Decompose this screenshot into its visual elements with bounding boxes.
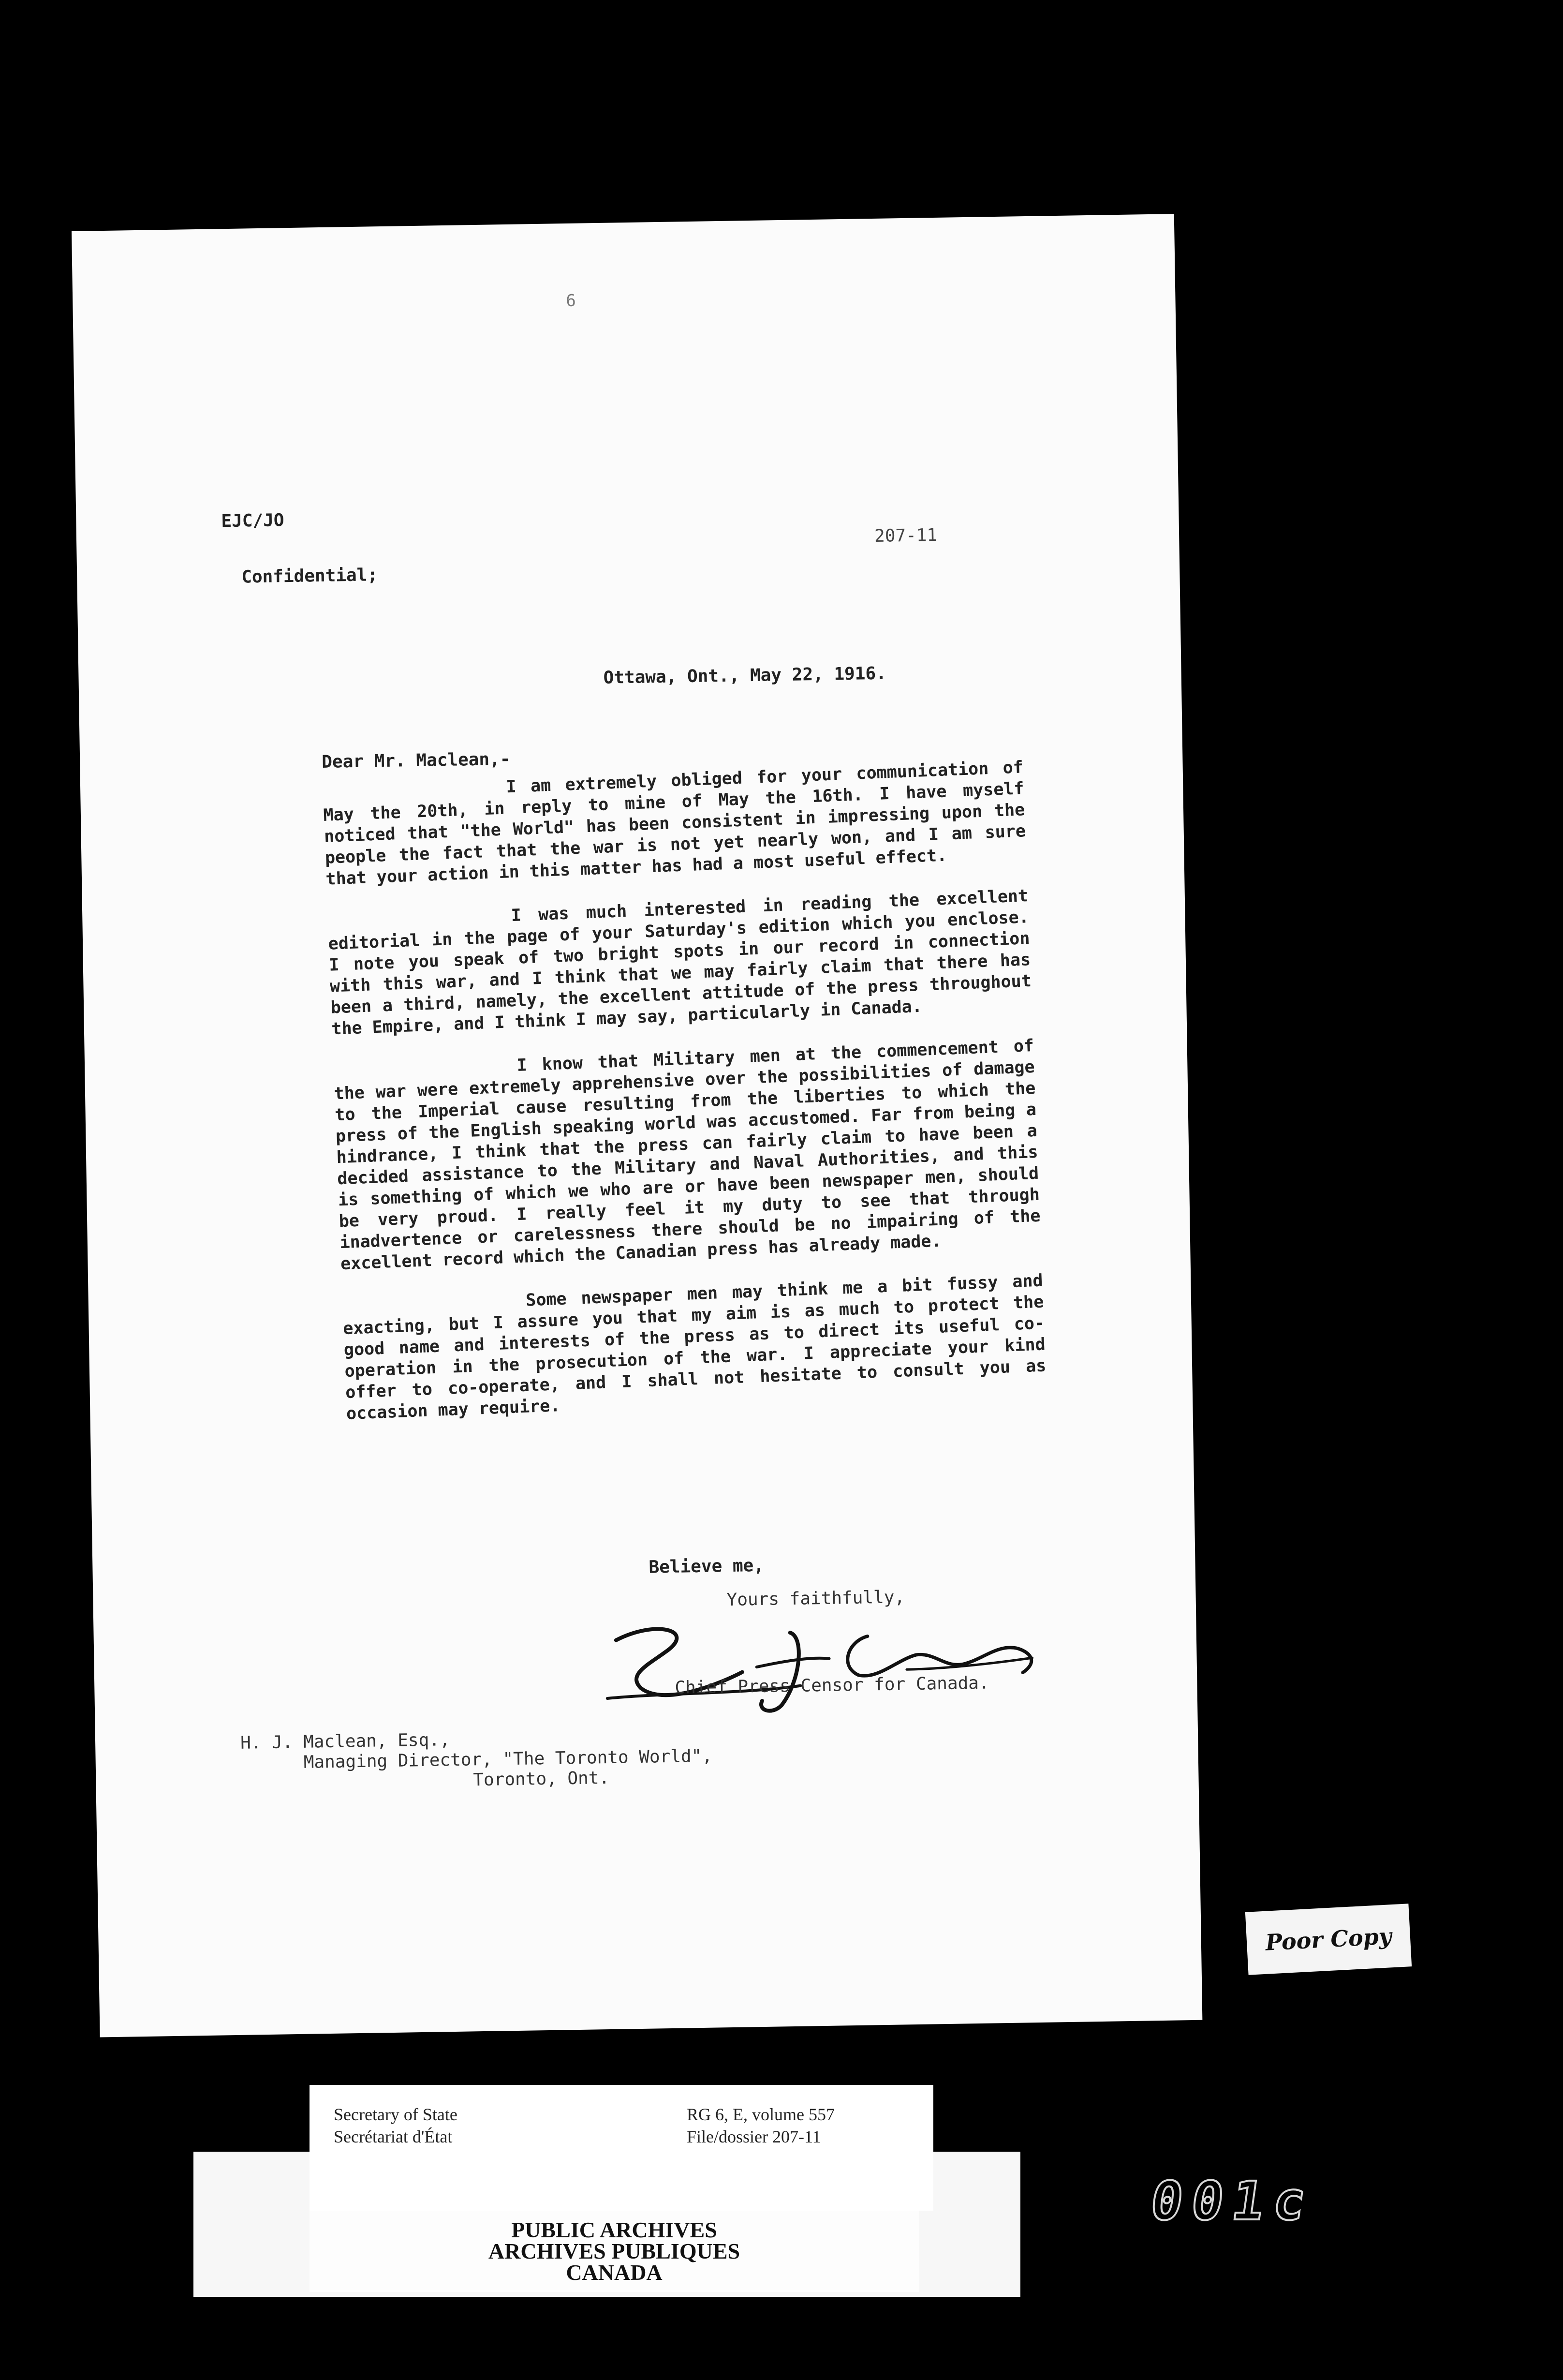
counter-digit: c bbox=[1268, 2170, 1310, 2232]
letter-page bbox=[72, 214, 1202, 2037]
record-group: RG 6, E, volume 557 bbox=[687, 2105, 835, 2124]
dateline: Ottawa, Ont., May 22, 1916. bbox=[603, 663, 887, 688]
poor-copy-text: Poor Copy bbox=[1265, 1923, 1392, 1956]
addressee-city: Toronto, Ont. bbox=[473, 1768, 610, 1790]
file-dossier: File/dossier 207-11 bbox=[687, 2127, 821, 2146]
frame-counter bbox=[1147, 2167, 1325, 2235]
archive-line-3: CANADA bbox=[566, 2260, 663, 2285]
salutation: Dear Mr. Maclean,- bbox=[321, 749, 511, 773]
archive-line-2: ARCHIVES PUBLIQUES bbox=[488, 2239, 740, 2263]
signature-title: Chief Press Censor for Canada. bbox=[675, 1673, 989, 1698]
closing-believe-me: Believe me, bbox=[649, 1555, 765, 1577]
handwritten-signature bbox=[596, 1604, 1062, 1723]
paragraph-2: I was much interested in reading the excellent editorial in the page of your Saturday's edition which you enclose. I note you speak of two bright spots in our record in connection with this war, and I think that we may fairly claim that there has been a third, namely, the excellent attitude of the press throughout the Empire, and I think I may say, particularly in Canada. bbox=[327, 886, 1032, 1039]
addressee-title: Managing Director, "The Toronto World", bbox=[303, 1746, 713, 1772]
archive-reference-label bbox=[310, 2085, 933, 2211]
paragraph-4: Some newspaper men may think me a bit fussy and exacting, but I assure you that my aim is as much to protect the good name and interests of the press as to direct its useful co-operation in the prosecution of the war. I appreciate your kind offer to co-operate, and I shall not hesitate to consult you as occasion may require. bbox=[342, 1271, 1047, 1424]
poor-copy-tag bbox=[1245, 1904, 1412, 1975]
counter-digit: 0 bbox=[1147, 2170, 1188, 2232]
file-number: 207-11 bbox=[874, 525, 938, 546]
counter-digit: 1 bbox=[1228, 2170, 1269, 2232]
reference-initials: EJC/JO bbox=[221, 510, 284, 532]
department-en: Secretary of State bbox=[334, 2105, 457, 2124]
paragraph-1: I am extremely obliged for your communication of May the 20th, in reply to mine of May the 16th. I have myself noticed that "the World" has been consistent in impressing upon the people the fact that the war is not yet nearly won, and I am sure that your action in this matter has had a most useful effect. bbox=[323, 758, 1026, 889]
paragraph-3: I know that Military men at the commencement of the war were extremely apprehensive over the possibilities of damage to the Imperial cause resulting from the liberties to which the press of the English speaking world was accustomed. Far from being a hindrance, I think that the press can fairly claim to have been a decided assistance to the Military and Naval Authorities, and this is something of which we who are or have been newspaper men, should be very proud. I really feel it my duty to see that through inadvertence or carelessness there should be no impairing of the excellent record which the Canadian press has already made. bbox=[333, 1036, 1041, 1274]
letter-body bbox=[322, 757, 1048, 1447]
closing-yours-faithfully: Yours faithfully, bbox=[726, 1587, 905, 1610]
top-mark: 6 bbox=[566, 291, 576, 311]
addressee-name: H. J. Maclean, Esq., bbox=[240, 1730, 450, 1753]
confidential-label: Confidential; bbox=[241, 565, 378, 587]
department-fr: Secrétariat d'État bbox=[334, 2127, 453, 2146]
archive-stamp-inner bbox=[310, 2209, 919, 2292]
counter-digit: 0 bbox=[1187, 2170, 1228, 2232]
archive-line-1: PUBLIC ARCHIVES bbox=[511, 2217, 717, 2242]
